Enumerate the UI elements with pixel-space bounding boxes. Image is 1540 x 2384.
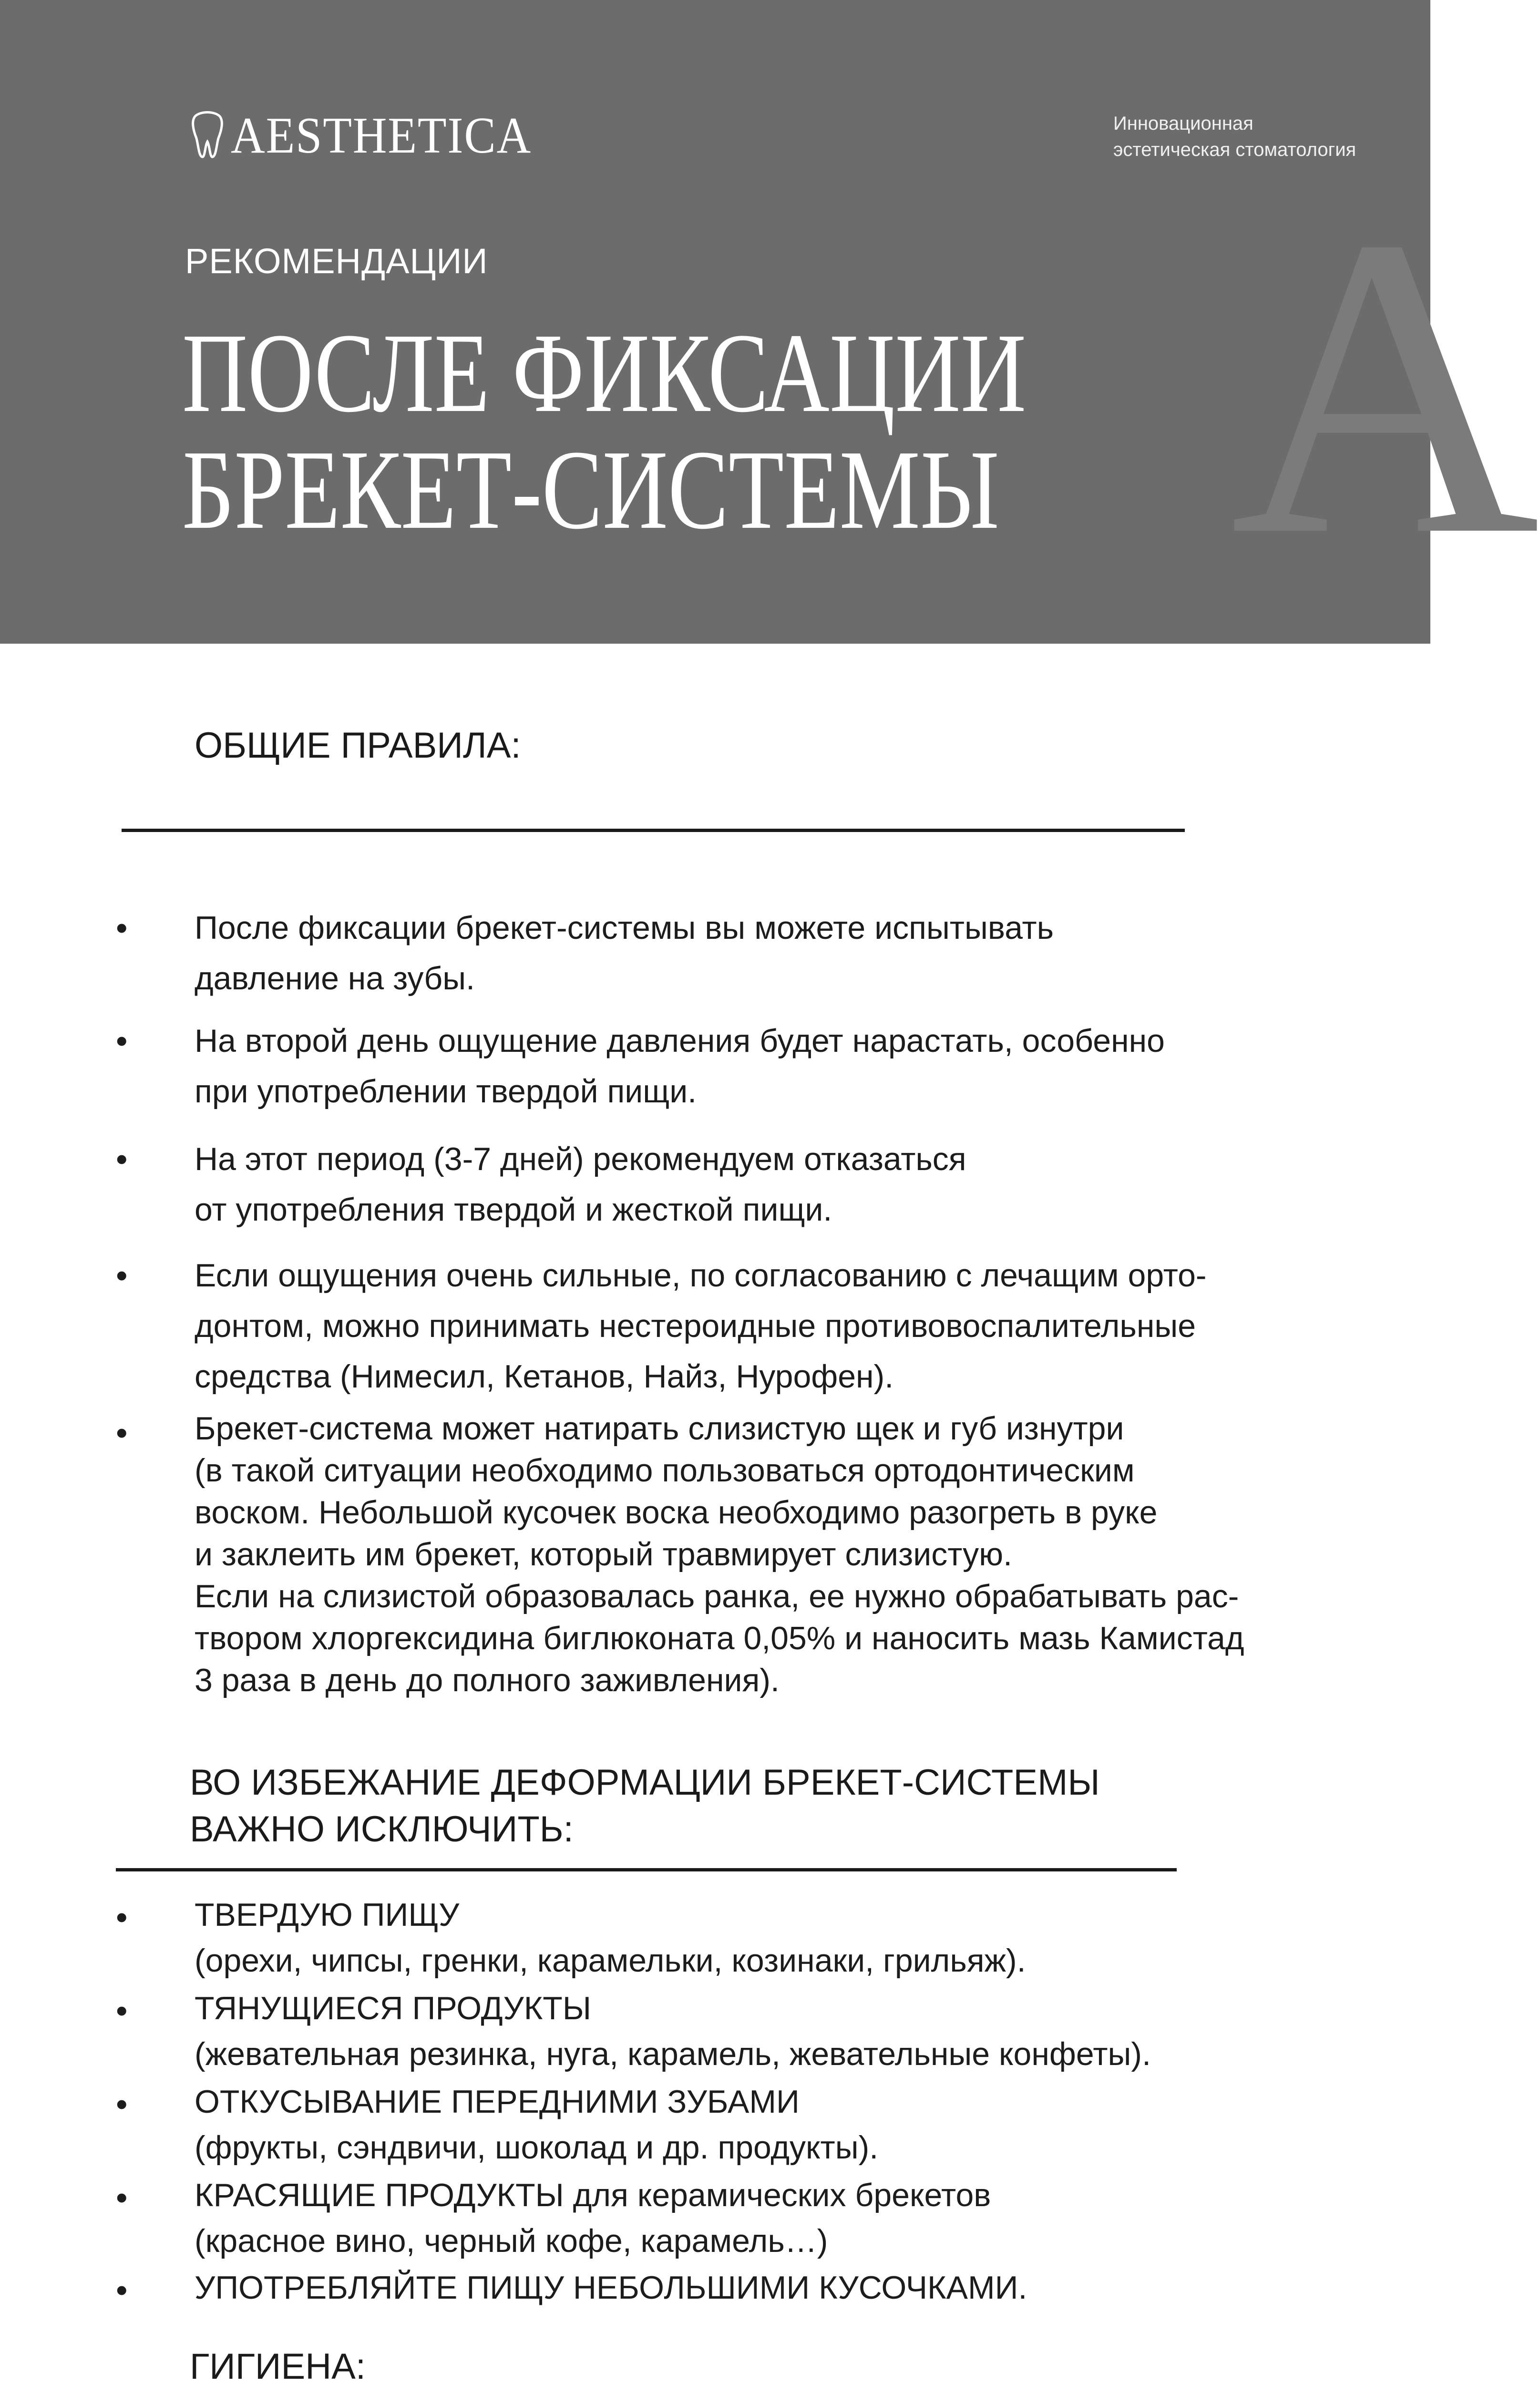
bullet: • (116, 909, 128, 946)
bullet: • (116, 1414, 128, 1451)
bullet: • (116, 1257, 128, 1294)
list-item-text: Если ощущения очень сильные, по согласованию с лечащим орто- донтом, можно принимать нестероидные противовоспалительные средства (Нимесил, Кетанов, Найз, Нурофен). (195, 1257, 1207, 1395)
brand-name: AESTHETICA (231, 107, 532, 164)
general-rules-heading: ОБЩИЕ ПРАВИЛА: (195, 725, 521, 766)
bullet: • (116, 1899, 128, 1936)
list-item-text: ТЯНУЩИЕСЯ ПРОДУКТЫ (жевательная резинка, нуга, карамель, жевательные конфеты). (195, 1990, 1151, 2072)
page-title-line: ПОСЛЕ ФИКСАЦИИ (182, 310, 1027, 436)
bullet: • (116, 1022, 128, 1059)
section-divider (122, 829, 1185, 832)
bullet: • (116, 2086, 128, 2123)
tooth-icon (191, 112, 224, 160)
page-title (182, 310, 1027, 553)
avoid-heading-line: ВО ИЗБЕЖАНИЕ ДЕФОРМАЦИИ БРЕКЕТ-СИСТЕМЫ (190, 1762, 1100, 1803)
brand-logo (191, 105, 558, 167)
page-title-line: БРЕКЕТ-СИСТЕМЫ (182, 427, 999, 553)
list-item-text: ТВЕРДУЮ ПИЩУ (орехи, чипсы, гренки, карамельки, козинаки, грильяж). (195, 1897, 1026, 1979)
bullet: • (116, 1141, 128, 1178)
avoid-heading (190, 1759, 1100, 1853)
header-banner (0, 0, 1540, 644)
list-item-text: После фиксации брекет-системы вы можете испытывать давление на зубы. (195, 910, 1054, 997)
list-item-text: Брекет-система может натирать слизистую щек и губ изнутри (в такой ситуации необходимо пользоваться ортодонтическим воском. Небольшой кусочек воска необходимо разогреть в руке и заклеить им брекет, который травмирует слизистую. Если на слизистой образовалась ранка, ее нужно обрабатывать рас- твором хлоргексидина биглюконата 0,05% и наносить мазь Камистад 3 раза в день до полного заживления). (195, 1410, 1244, 1698)
list-item-text: На второй день ощущение давления будет нарастать, особенно при употреблении твердой пищи. (195, 1023, 1165, 1110)
brand-tagline (1113, 111, 1356, 163)
section-divider (116, 1868, 1177, 1871)
list-item-text: ОТКУСЫВАНИЕ ПЕРЕДНИМИ ЗУБАМИ (фрукты, сэндвичи, шоколад и др. продукты). (195, 2084, 879, 2166)
list-item-text: На этот период (3-7 дней) рекомендуем отказаться от употребления твердой и жесткой пищи. (195, 1141, 966, 1228)
avoid-heading-line: ВАЖНО ИСКЛЮЧИТЬ: (190, 1809, 574, 1850)
tagline-line: эстетическая стоматология (1113, 139, 1356, 160)
section-kicker: РЕКОМЕНДАЦИИ (185, 241, 488, 281)
list-item-text: УПОТРЕБЛЯЙТЕ ПИЩУ НЕБОЛЬШИМИ КУСОЧКАМИ. (195, 2270, 1027, 2306)
bullet: • (116, 2179, 128, 2216)
hygiene-heading: ГИГИЕНА: (190, 2346, 366, 2384)
bullet: • (116, 1992, 128, 2029)
bullet: • (116, 2271, 128, 2309)
brand-watermark-monogram: A (1230, 148, 1540, 624)
list-item-text: КРАСЯЩИЕ ПРОДУКТЫ для керамических брекетов (красное вино, черный кофе, карамель…) (195, 2177, 991, 2259)
tagline-line: Инновационная (1113, 113, 1253, 134)
